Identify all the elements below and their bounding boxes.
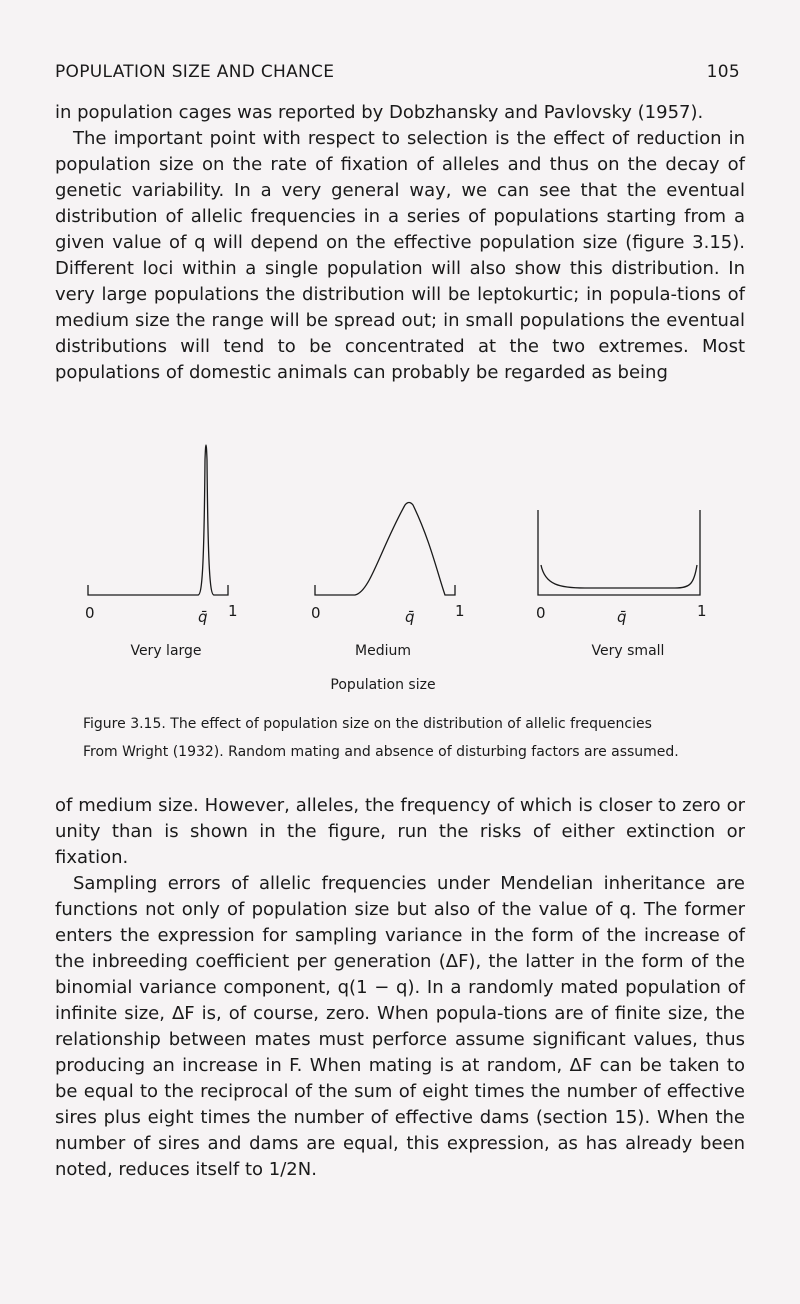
caption-title: Figure 3.15. The effect of population size on the distribution of allelic frequencies	[83, 716, 652, 732]
paragraph-important-point: The important point with respect to selection is the effect of reduction in population size on the rate of fixation of alleles and thus on the decay of genetic variability. In a very general way, we can see that the eventual distribution of allelic frequencies in a series of populations starting from a given value of q will depend on the effective population size (figure 3.15). Different loci within a single population will also show this distribution. In very large populations the distribution will be leptokurtic; in popula-tions of medium size the range will be spread out; in small populations the eventual distributions will tend to be concentrated at the two extremes. Most populations of domestic animals can probably be regarded as being	[55, 128, 745, 383]
curve-medium	[315, 503, 455, 596]
figure-caption	[83, 714, 743, 762]
caption-source: From Wright (1932). Random mating and absence of disturbing factors are assumed.	[83, 744, 679, 760]
label-very-large: Very large	[130, 643, 202, 659]
curve-very-large	[88, 445, 228, 595]
bottom-text-block	[55, 793, 745, 1183]
figure-3-15	[0, 360, 800, 700]
axis-mid-very-small: q̄	[617, 608, 627, 626]
paragraph-sampling-errors: Sampling errors of allelic frequencies under Mendelian inheritance are functions not only of population size but also of the value of q. The former enters the expression for sampling variance in the form of the increase of the inbreeding coefficient per generation (ΔF), the latter in the form of the binomial variance component, q(1 − q). In a randomly mated population of infinite size, ΔF is, of course, zero. When popula-tions are of finite size, the relationship between mates must perforce assume significant values, thus producing an increase in F. When mating is at random, ΔF can be taken to be equal to the reciprocal of the sum of eight times the number of effective sires plus eight times the number of effective dams (section 15). When the number of sires and dams are equal, this expression, as has already been noted, reduces itself to 1/2N.	[55, 873, 745, 1180]
running-header	[55, 62, 740, 82]
axis-mid-medium: q̄	[405, 608, 415, 626]
axis-title-population-size: Population size	[330, 677, 436, 693]
axis-mid-very-large: q̄	[198, 608, 208, 626]
top-text-block	[55, 100, 745, 386]
paragraph-medium-size: of medium size. However, alleles, the frequency of which is closer to zero or unity than is shown in the figure, run the risks of either extinction or fixation.	[55, 795, 745, 868]
axis-min-medium: 0	[311, 604, 321, 622]
axis-max-medium: 1	[455, 602, 465, 620]
curve-very-small-inner	[541, 565, 697, 588]
axis-max-very-small: 1	[697, 602, 707, 620]
distribution-curves-figure	[0, 360, 800, 700]
label-medium: Medium	[355, 643, 411, 659]
paragraph-continued: in population cages was reported by Dobzhansky and Pavlovsky (1957).	[55, 102, 704, 123]
axis-max-very-large: 1	[228, 602, 238, 620]
label-very-small: Very small	[591, 643, 665, 659]
axis-min-very-small: 0	[536, 604, 546, 622]
axis-min-very-large: 0	[85, 604, 95, 622]
header-title: POPULATION SIZE AND CHANCE	[55, 62, 335, 82]
curve-very-small	[538, 510, 700, 595]
page-number: 105	[706, 62, 740, 82]
